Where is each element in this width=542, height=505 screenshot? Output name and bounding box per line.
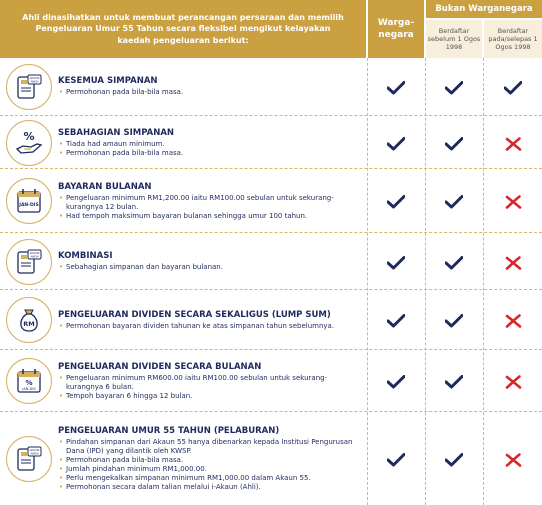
table-row bbox=[0, 232, 542, 289]
header-warganegara: Warga-negara bbox=[368, 0, 424, 58]
method-title: PENGELUARAN UMUR 55 TAHUN (PELABURAN) bbox=[58, 426, 280, 436]
not-eligible-cross-icon bbox=[504, 374, 522, 388]
method-title: KESEMUA SIMPANAN bbox=[58, 76, 158, 86]
table-row bbox=[0, 349, 542, 411]
eligible-check-icon bbox=[445, 452, 463, 466]
eligible-check-icon bbox=[387, 313, 405, 327]
eligible-check-icon bbox=[445, 374, 463, 388]
detail-item: • Permohonan secara dalam talian melalui i-Akaun (Ahli). bbox=[58, 483, 358, 492]
method-title: SEBAHAGIAN SIMPANAN bbox=[58, 128, 175, 138]
not-eligible-cross-icon bbox=[504, 136, 522, 150]
eligible-check-icon bbox=[387, 194, 405, 208]
detail-item: • Jumlah pindahan minimum RM1,000.00. bbox=[58, 465, 358, 474]
detail-item: • Permohonan pada bila-bila masa. bbox=[58, 88, 358, 97]
method-title: BAYARAN BULANAN bbox=[58, 182, 152, 192]
calendar-icon bbox=[6, 178, 52, 224]
method-details bbox=[58, 374, 358, 401]
method-details bbox=[58, 140, 358, 158]
eligible-check-icon bbox=[445, 194, 463, 208]
svg-text:AKAUN: AKAUN bbox=[29, 448, 40, 452]
detail-item: • Pengeluaran minimum RM1,200.00 iaitu RM100.00 sebulan untuk sekurang-kurangnya 12 bulan. bbox=[58, 194, 358, 212]
method-title: KOMBINASI bbox=[58, 251, 113, 261]
detail-item: • Tiada had amaun minimum. bbox=[58, 140, 358, 149]
eligible-check-icon bbox=[387, 255, 405, 269]
akaun-anda-card-icon bbox=[6, 436, 52, 482]
akaun-anda-card-icon bbox=[6, 239, 52, 285]
svg-text:ANDA: ANDA bbox=[30, 451, 39, 456]
money-bag-icon bbox=[6, 297, 52, 343]
svg-text:%: % bbox=[25, 379, 33, 387]
eligible-check-icon bbox=[387, 80, 405, 94]
header-selepas-1998: Berdaftar pada/selepas 1 Ogos 1998 bbox=[484, 20, 542, 58]
detail-item: • Pindahan simpanan dari Akaun 55 hanya dibenarkan kepada Institusi Pengurusan Dana (IPD) yang dilantik oleh KWSP. bbox=[58, 438, 358, 456]
akaun-anda-card-icon bbox=[6, 64, 52, 110]
table-row bbox=[0, 58, 542, 115]
eligible-check-icon bbox=[387, 374, 405, 388]
method-details bbox=[58, 438, 358, 492]
method-details bbox=[58, 322, 358, 331]
detail-item: • Permohonan pada bila-bila masa. bbox=[58, 149, 358, 158]
method-title: PENGELUARAN DIVIDEN SECARA SEKALIGUS (LUMP SUM) bbox=[58, 310, 331, 320]
not-eligible-cross-icon bbox=[504, 452, 522, 466]
header-sebelum-1998: Berdaftar sebelum 1 Ogos 1998 bbox=[426, 20, 482, 58]
eligible-check-icon bbox=[445, 136, 463, 150]
table-row bbox=[0, 289, 542, 349]
eligible-check-icon bbox=[504, 80, 522, 94]
method-details bbox=[58, 263, 358, 272]
detail-item: • Tempoh bayaran 6 hingga 12 bulan. bbox=[58, 392, 358, 401]
eligible-check-icon bbox=[445, 313, 463, 327]
eligible-check-icon bbox=[387, 136, 405, 150]
svg-text:ANDA: ANDA bbox=[30, 79, 39, 84]
svg-text:AKAUN: AKAUN bbox=[29, 251, 40, 255]
svg-text:ANDA: ANDA bbox=[30, 254, 39, 259]
table-row bbox=[0, 411, 542, 505]
percent-hand-icon bbox=[6, 120, 52, 166]
table-row bbox=[0, 168, 542, 232]
not-eligible-cross-icon bbox=[504, 255, 522, 269]
not-eligible-cross-icon bbox=[504, 194, 522, 208]
detail-item: • Permohonan pada bila-bila masa. bbox=[58, 456, 358, 465]
svg-text:%: % bbox=[23, 130, 35, 143]
detail-item: • Permohonan bayaran dividen tahunan ke atas simpanan tahun sebelumnya. bbox=[58, 322, 358, 331]
svg-text:JAN-DIS: JAN-DIS bbox=[19, 203, 39, 208]
eligible-check-icon bbox=[445, 255, 463, 269]
svg-text:RM: RM bbox=[23, 320, 35, 328]
eligible-check-icon bbox=[387, 452, 405, 466]
method-details bbox=[58, 194, 358, 221]
method-title: PENGELUARAN DIVIDEN SECARA BULANAN bbox=[58, 362, 262, 372]
not-eligible-cross-icon bbox=[504, 313, 522, 327]
eligible-check-icon bbox=[445, 80, 463, 94]
detail-item: • Perlu mengekalkan simpanan minimum RM1,000.00 dalam Akaun 55. bbox=[58, 474, 358, 483]
header-bukan-warganegara: Bukan Warganegara bbox=[426, 0, 542, 18]
detail-item: • Sebahagian simpanan dan bayaran bulanan. bbox=[58, 263, 358, 272]
table-row bbox=[0, 115, 542, 168]
method-details bbox=[58, 88, 358, 97]
svg-text:JAN-DIS: JAN-DIS bbox=[22, 387, 36, 391]
calendar-percent-icon bbox=[6, 358, 52, 404]
detail-item: • Pengeluaran minimum RM600.00 iaitu RM100.00 sebulan untuk sekurang-kurangnya 6 bulan. bbox=[58, 374, 358, 392]
detail-item: • Had tempoh maksimum bayaran bulanan sehingga umur 100 tahun. bbox=[58, 212, 358, 221]
svg-text:AKAUN: AKAUN bbox=[29, 76, 40, 80]
header-intro: Ahli dinasihatkan untuk membuat perancangan persaraan dan memilih Pengeluaran Umur 55 Tahun secara fleksibel mengikut kelayakan kaedah pengeluaran berikut: bbox=[0, 0, 366, 58]
